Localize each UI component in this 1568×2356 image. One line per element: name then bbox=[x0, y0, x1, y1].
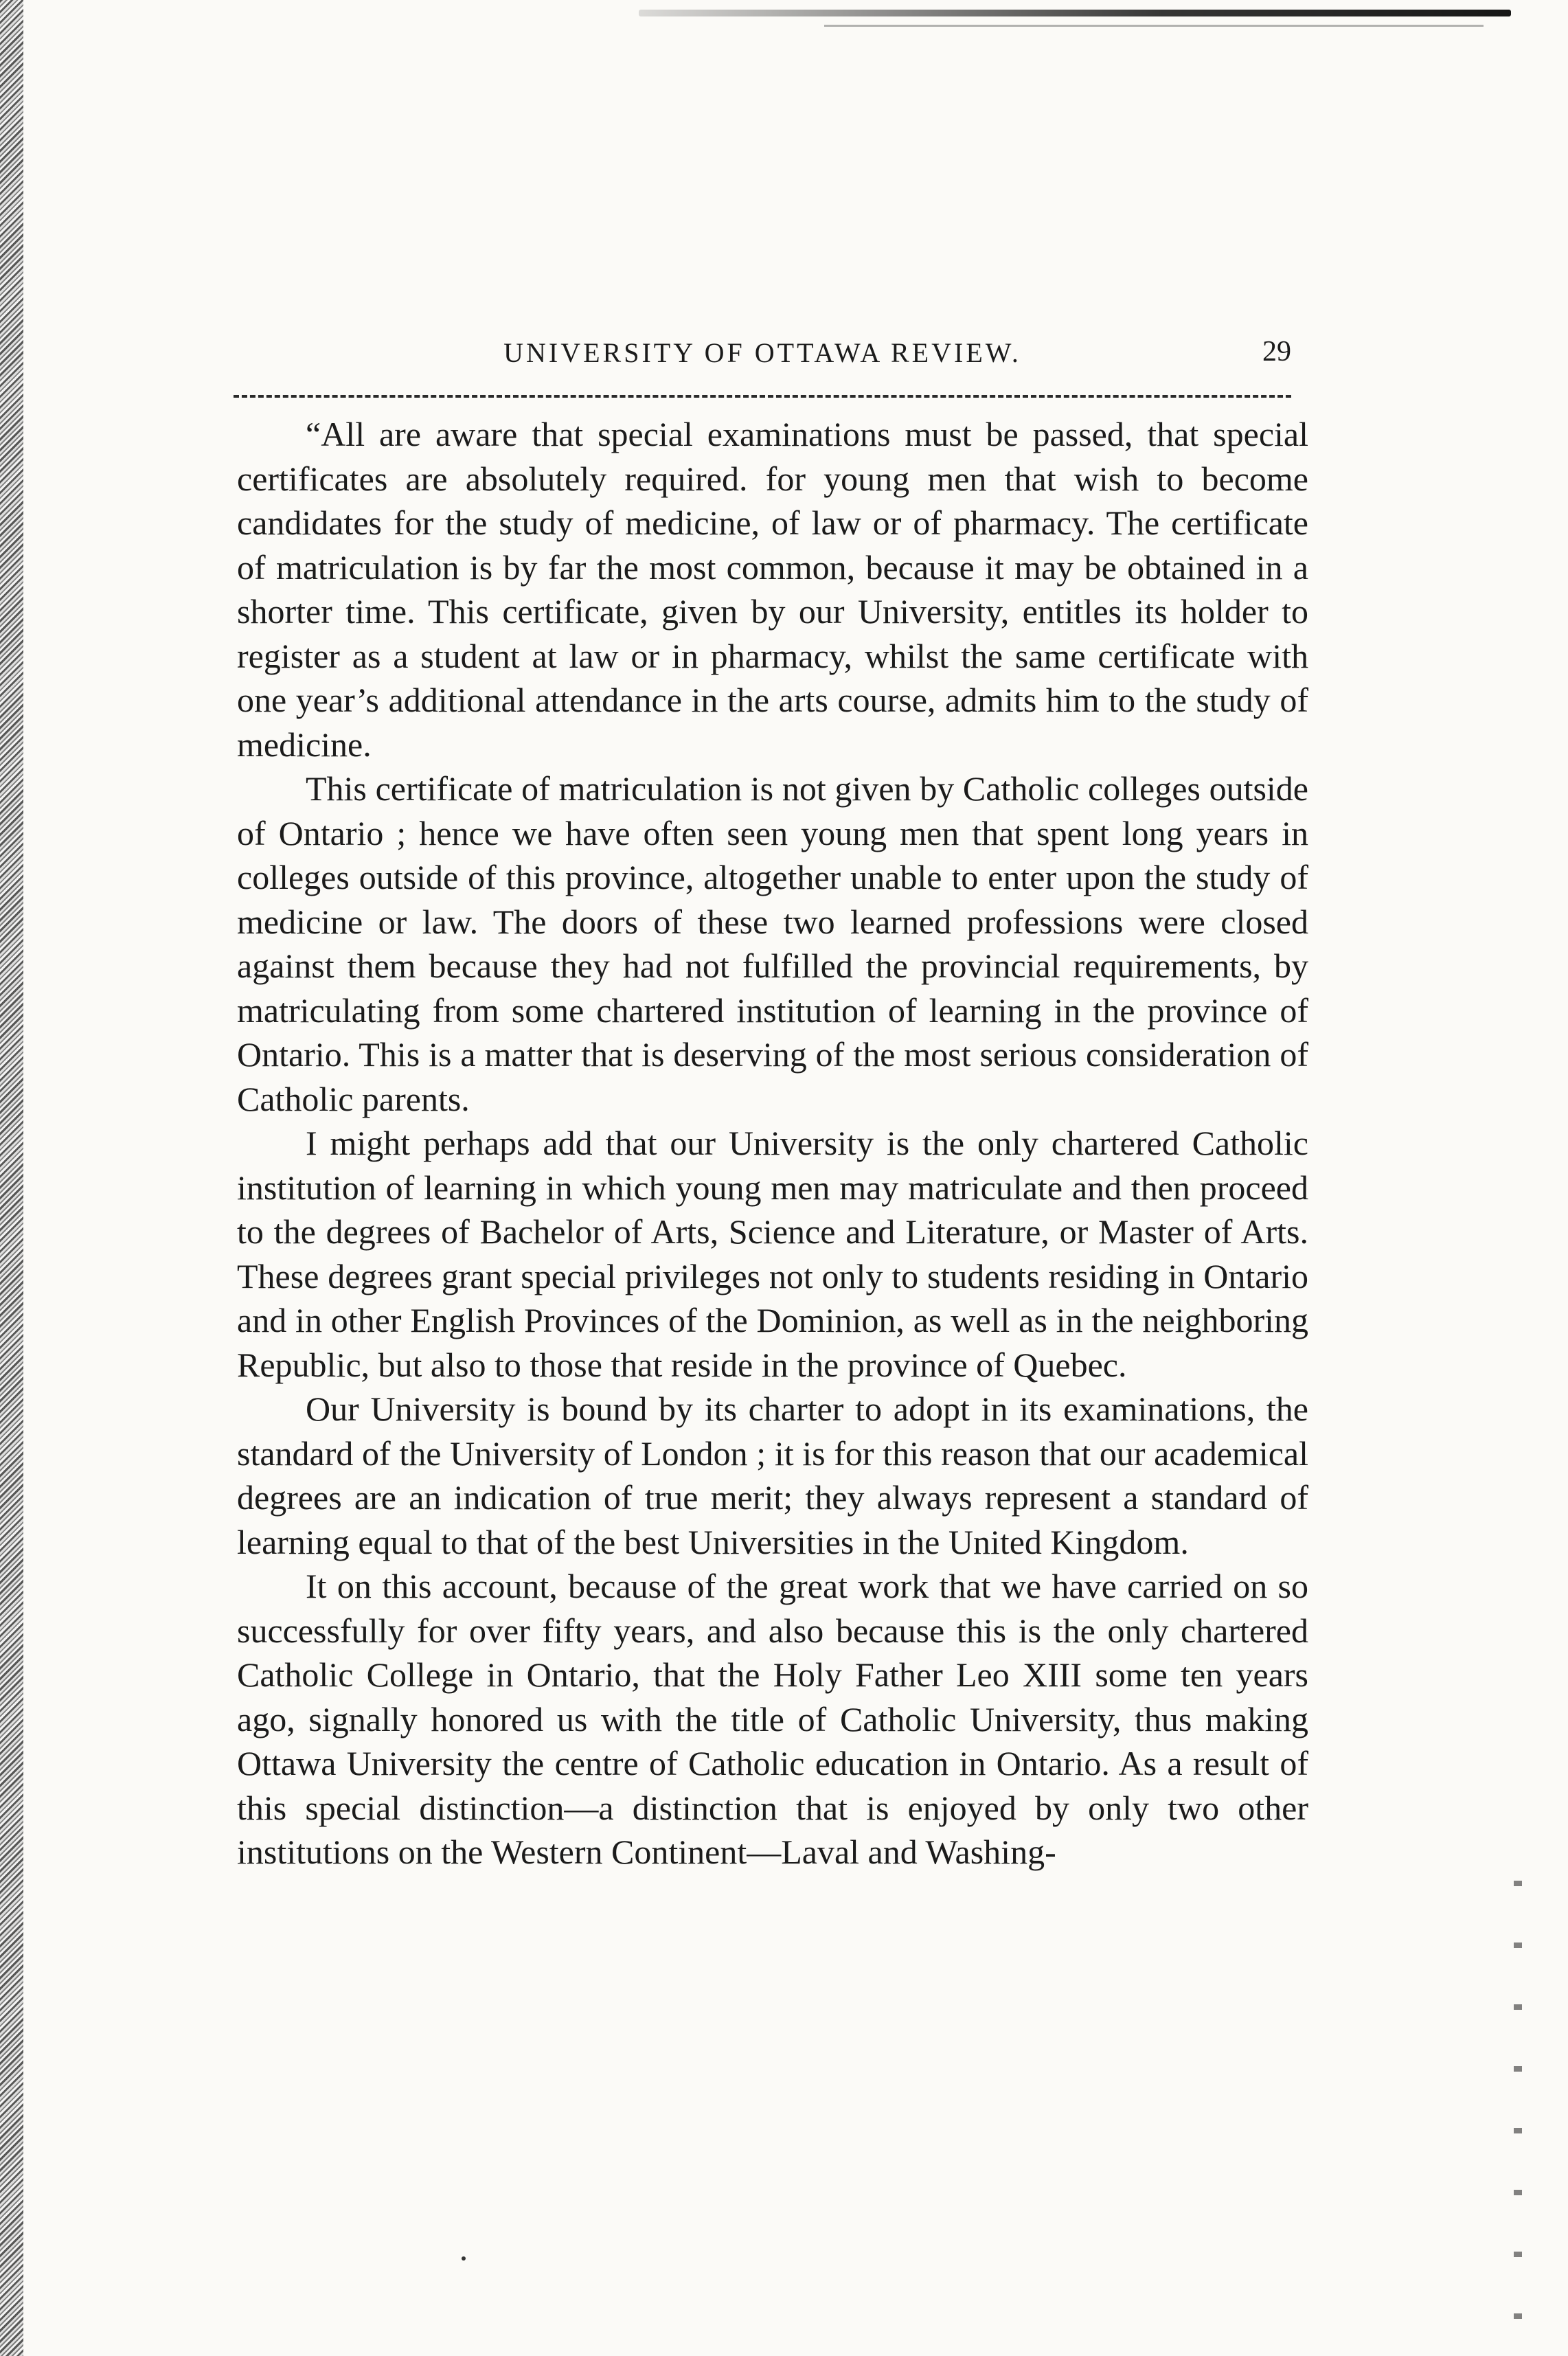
binding-edge bbox=[0, 0, 23, 2356]
article-body bbox=[237, 412, 1308, 1874]
paragraph: I might perhaps add that our University is the only chartered Catholic institution of learning in which young men may matriculate and then proceed to the degrees of Bachelor of Arts, Science and Literature, or Master of Arts. These degrees grant special privileges not only to students residing in Ontario and in other English Provinces of the Dominion, as well as in the neighboring Republic, but also to those that reside in the province of Quebec. bbox=[237, 1124, 1308, 1384]
scan-artifact bbox=[639, 10, 1511, 16]
scan-artifact bbox=[824, 25, 1484, 27]
paragraph: “All are aware that special examinations must be passed, that special certificates are absolutely required. for young men that wish to become candidates for the study of medicine, of law or of pharmacy. The certificate of matriculation is by far the most common, because it may be obtained in a shorter time. This certificate, given by our University, entitles its holder to register as a student at law or in pharmacy, whilst the same certificate with one year’s additional attendance in the arts course, admits him to the study of medicine. bbox=[237, 415, 1308, 764]
ink-dot bbox=[462, 2256, 466, 2261]
margin-specks bbox=[1497, 1855, 1538, 2349]
paragraph: This certificate of matriculation is not given by Catholic colleges outside of Ontario ; hence we have often seen young men that spent long years in colleges outside of this province, altogether unable to enter upon the study of medicine or law. The doors of these two learned professions were closed against them because they had not fulfilled the provincial requirements, by matriculating from some chartered institution of learning in the province of Ontario. This is a matter that is deserving of the most serious consideration of Catholic parents. bbox=[237, 769, 1308, 1118]
header-rule bbox=[234, 395, 1291, 398]
page-header bbox=[234, 331, 1291, 372]
running-title: UNIVERSITY OF OTTAWA REVIEW. bbox=[503, 337, 1021, 368]
paragraph: It on this account, because of the great work that we have carried on so successfully for over fifty years, and also because this is the only chartered Catholic College in Ontario, that the Holy Father Leo XIII some ten years ago, signally honored us with the title of Catholic University, thus making Ottawa University the centre of Catholic education in Ontario. As a result of this special distinction—a distinction that is enjoyed by only two other institutions on the Western Continent—Laval and Washing- bbox=[237, 1567, 1308, 1871]
page-number: 29 bbox=[1262, 336, 1291, 367]
paragraph: Our University is bound by its charter to adopt in its examinations, the standard of the University of London ; it is for this reason that our academical degrees are an indication of true merit; they always represent a standard of learning equal to that of the best Universities in the United Kingdom. bbox=[237, 1390, 1308, 1561]
